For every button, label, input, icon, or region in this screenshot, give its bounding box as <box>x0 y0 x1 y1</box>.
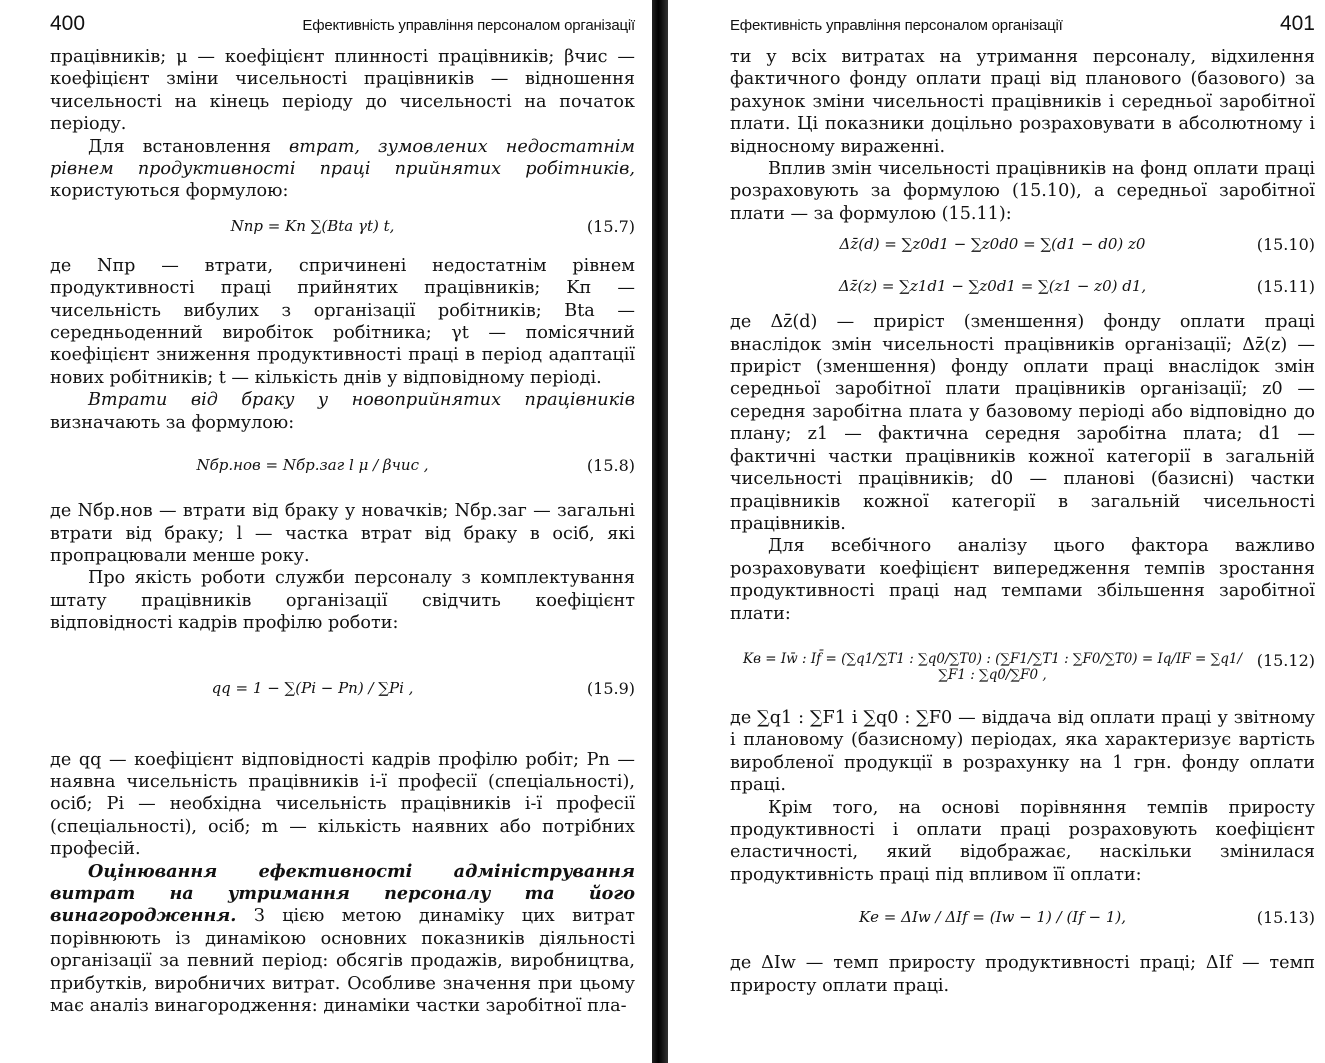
page-number: 401 <box>1279 12 1315 35</box>
emphasis: Втрати від браку у новоприйнятих працівників <box>88 390 635 411</box>
formula-15-12: Kв = Iw̄ : If̄ = (∑q1/∑T1 : ∑q0/∑T0) : (∑F1/∑T1 : ∑F0/∑T0) = Iq/IF = ∑q1/∑F1 : ∑q0/∑F0 , (15.12) <box>742 650 1315 683</box>
emphasis: втрат, зумовлених недостатнім рівнем продуктивності праці прийнятих робітників, <box>50 136 635 180</box>
paragraph: Крім того, на основі порівняння темпів приросту продуктивності і оплати праці розраховують коефіцієнт еластичності, який відображає, наскільки змінилася продуктивність праці під впливом її оплати: <box>730 797 1315 885</box>
running-title: Ефективність управління персоналом організації <box>302 17 635 34</box>
paragraph: де Nпр — втрати, спричинені недостатнім рівнем продуктивності праці прийнятих працівників; Kп — чисельність вибулих з організації робітників; Bta — середньоденний виробіток робітника; γt — помісячний коефіцієнт зниження продуктивності праці в період адаптації нових робітників; t — кількість днів у відповідному періоді. <box>50 255 635 388</box>
page-number: 400 <box>50 12 86 35</box>
formula-number: (15.12) <box>1256 650 1315 670</box>
formula-number: (15.9) <box>586 678 635 698</box>
right-page-header <box>730 12 1315 46</box>
left-page-header <box>50 12 635 46</box>
section-heading: Оцінювання ефективності адміністрування витрат на утримання персоналу та його винагородження. <box>50 860 635 927</box>
paragraph: Оцінювання ефективності адміністрування витрат на утримання персоналу та його винагородження. З цією метою динаміку цих витрат порівнюють із динамікою основних показників діяльності організації за певний період: обсягів продажів, виробництва, прибутків, виробничих витрат. Особливе значення при цьому має аналіз винагородження: динаміки частки заробітної пла- <box>50 860 635 1016</box>
paragraph: де ∑q1 : ∑F1 і ∑q0 : ∑F0 — віддача від оплати праці у звітному і плановому (базисному) періодах, яка характеризує вартість виробленої продукції в розрахунку на 1 грн. фонду оплати праці. <box>730 707 1315 796</box>
formula-15-9: qq = 1 − ∑(Pi − Pn) / ∑Pi , (15.9) <box>211 678 635 698</box>
paragraph: Для встановлення втрат, зумовлених недостатнім рівнем продуктивності праці прийнятих робітників, користуються формулою: <box>50 136 635 202</box>
paragraph: де qq — коефіцієнт відповідності кадрів профілю робіт; Pn — наявна чисельність працівників i-ї професії (спеціальності), осіб; Pi — необхідна чисельність працівників i-ї професії (спеціальності), осіб; m — кількість наявних або потрібних професій. <box>50 749 635 860</box>
formula-number: (15.8) <box>586 456 635 476</box>
formula-15-7: Nпр = Kп ∑(Bta γt) t, (15.7) <box>230 216 635 236</box>
paragraph: Для всебічного аналізу цього фактора важливо розраховувати коефіцієнт випередження темпів зростання продуктивності праці над темпами збільшення заробітної плати: <box>730 536 1315 624</box>
paragraph: де Δz̄(d) — приріст (зменшення) фонду оплати праці внаслідок змін чисельності працівників організації; Δz̄(z) — приріст (зменшення) фонду оплати праці внаслідок змін середньої заробітної плати працівників організації; z0 — середня заробітна плата у базовому періоді або відповідно до плану; z1 — фактична середня заробітна плата; d1 — фактичні частки працівників кожної категорії в загальній чисельності працівників; d0 — планові (базисні) частки працівників кожної категорії в загальній чисельності працівників. <box>730 312 1315 534</box>
paragraph: Втрати від браку у новоприйнятих працівників визначають за формулою: <box>50 390 635 433</box>
paragraph: працівників; μ — коефіцієнт плинності працівників; βчис — коефіцієнт зміни чисельності працівників — відношення чисельності на кінець періоду до чисельності на початок періоду. <box>50 47 635 135</box>
formula-number: (15.13) <box>1256 908 1315 928</box>
formula-number: (15.7) <box>586 216 635 236</box>
paragraph: де Nбр.нов — втрати від браку у новачків; Nбр.заг — загальні втрати від браку; l — частка втрат від браку в осіб, які пропрацювали менше року. <box>50 501 635 566</box>
paragraph: ти у всіх витратах на утримання персоналу, відхилення фактичного фонду оплати праці від планового (базового) за рахунок зміни чисельності працівників і середньої заробітної плати. Ці показники доцільно розраховувати в абсолютному і відносному вираженні. <box>730 47 1315 157</box>
paragraph: Вплив змін чисельності працівників на фонд оплати праці розраховують за формулою (15.10), а середньої заробітної плати — за формулою (15.11): <box>730 159 1315 224</box>
formula-number: (15.11) <box>1256 277 1315 297</box>
left-page <box>0 0 655 1063</box>
paragraph: де ΔIw — темп приросту продуктивності праці; ΔIf — темп приросту оплати праці. <box>730 953 1315 996</box>
paragraph: Про якість роботи служби персоналу з комплектування штату працівників організації свідчить коефіцієнт відповідності кадрів профілю роботи: <box>50 568 635 634</box>
formula-15-10: Δz̄(d) = ∑z0d1 − ∑z0d0 = ∑(d1 − d0) z0 (15.10) <box>839 235 1315 255</box>
right-page <box>672 0 1325 1063</box>
formula-number: (15.10) <box>1256 235 1315 255</box>
formula-15-8: Nбр.нов = Nбр.заг l μ / βчис , (15.8) <box>196 456 635 476</box>
formula-15-13: Kе = ΔIw / ΔIf = (Iw − 1) / (If − 1), (15.13) <box>858 908 1315 928</box>
running-title: Ефективність управління персоналом організації <box>730 17 1063 34</box>
formula-15-11: Δz̄(z) = ∑z1d1 − ∑z0d1 = ∑(z1 − z0) d1, (15.11) <box>838 277 1315 297</box>
